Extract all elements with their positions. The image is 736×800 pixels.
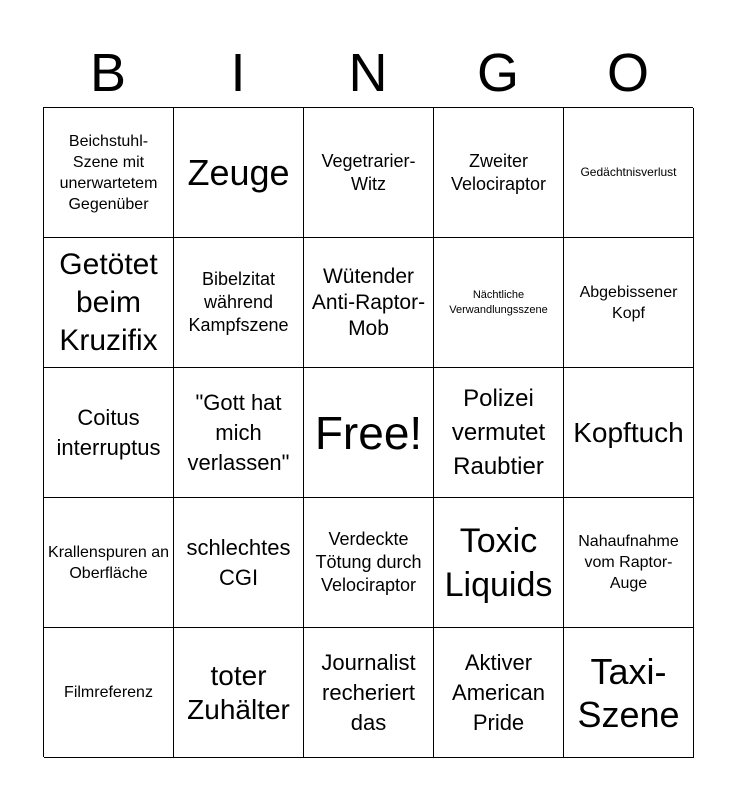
bingo-cell-r5-c5[interactable] xyxy=(564,628,694,758)
bingo-cell-r5-c4[interactable] xyxy=(434,628,564,758)
bingo-cell-r3-c1[interactable] xyxy=(44,368,174,498)
bingo-cell-r3-c2[interactable] xyxy=(174,368,304,498)
bingo-cell-r4-c3[interactable] xyxy=(304,498,434,628)
cell-text: Bibelzitat während Kampfszene xyxy=(188,269,289,335)
cell-text: Zweiter Velociraptor xyxy=(450,150,547,194)
bingo-cell-r2-c4[interactable] xyxy=(434,238,564,368)
cell-text: Filmreferenz xyxy=(64,684,153,701)
cell-text: "Gott hat mich verlassen" xyxy=(187,389,290,475)
cell-text: Toxic Liquids xyxy=(444,521,553,604)
bingo-cell-r4-c4[interactable] xyxy=(434,498,564,628)
cell-text: Wütender Anti-Raptor-Mob xyxy=(311,264,426,340)
cell-text: Taxi-Szene xyxy=(577,650,680,735)
cell-text: toter Zuhälter xyxy=(187,659,290,725)
cell-text: Beichstuhl-Szene mit unerwartetem Gegenüber xyxy=(59,132,158,213)
free-space-label: Free! xyxy=(314,406,423,459)
cell-text: Verdeckte Tötung durch Velociraptor xyxy=(315,529,422,595)
cell-text: Journalist recheriert das xyxy=(321,649,416,735)
header-letter-g: G xyxy=(476,43,519,103)
bingo-cell-r5-c2[interactable] xyxy=(174,628,304,758)
bingo-cell-r2-c5[interactable] xyxy=(564,238,694,368)
cell-text: Abgebissener Kopf xyxy=(579,283,678,322)
header-letter-o: O xyxy=(606,43,649,103)
header-letter-i: I xyxy=(230,43,246,103)
header-letter-b: B xyxy=(89,43,127,103)
bingo-cell-r2-c3[interactable] xyxy=(304,238,434,368)
bingo-header xyxy=(43,38,693,108)
bingo-cell-r4-c2[interactable] xyxy=(174,498,304,628)
bingo-cell-r3-c3-free[interactable] xyxy=(304,368,434,498)
bingo-cell-r1-c3[interactable] xyxy=(304,108,434,238)
bingo-cell-r4-c1[interactable] xyxy=(44,498,174,628)
cell-text: Aktiver American Pride xyxy=(452,649,545,735)
bingo-cell-r4-c5[interactable] xyxy=(564,498,694,628)
bingo-cell-r3-c5[interactable] xyxy=(564,368,694,498)
bingo-cell-r5-c3[interactable] xyxy=(304,628,434,758)
bingo-cell-r3-c4[interactable] xyxy=(434,368,564,498)
cell-text: Zeuge xyxy=(187,152,290,193)
cell-text: Gedächtnisverlust xyxy=(580,165,677,179)
cell-text: Krallenspuren an Oberfläche xyxy=(48,543,169,582)
cell-text: Coitus interruptus xyxy=(56,404,161,460)
bingo-cell-r1-c1[interactable] xyxy=(44,108,174,238)
cell-text: Nächtliche Verwandlungsszene xyxy=(449,288,548,316)
bingo-cell-r5-c1[interactable] xyxy=(44,628,174,758)
cell-text: schlechtes CGI xyxy=(186,534,291,590)
cell-text: Kopftuch xyxy=(573,416,684,448)
header-letter-n: N xyxy=(348,43,388,103)
bingo-cell-r1-c2[interactable] xyxy=(174,108,304,238)
cell-text: Polizei vermutet Raubtier xyxy=(451,384,546,480)
cell-text: Vegetrarier-Witz xyxy=(321,150,416,194)
bingo-cell-r2-c2[interactable] xyxy=(174,238,304,368)
cell-text: Nahaufnahme vom Raptor-Auge xyxy=(578,533,679,592)
bingo-cell-r2-c1[interactable] xyxy=(44,238,174,368)
cell-text: Getötet beim Kruzifix xyxy=(59,247,158,357)
bingo-board xyxy=(43,107,693,757)
bingo-cell-r1-c4[interactable] xyxy=(434,108,564,238)
bingo-cell-r1-c5[interactable] xyxy=(564,108,694,238)
